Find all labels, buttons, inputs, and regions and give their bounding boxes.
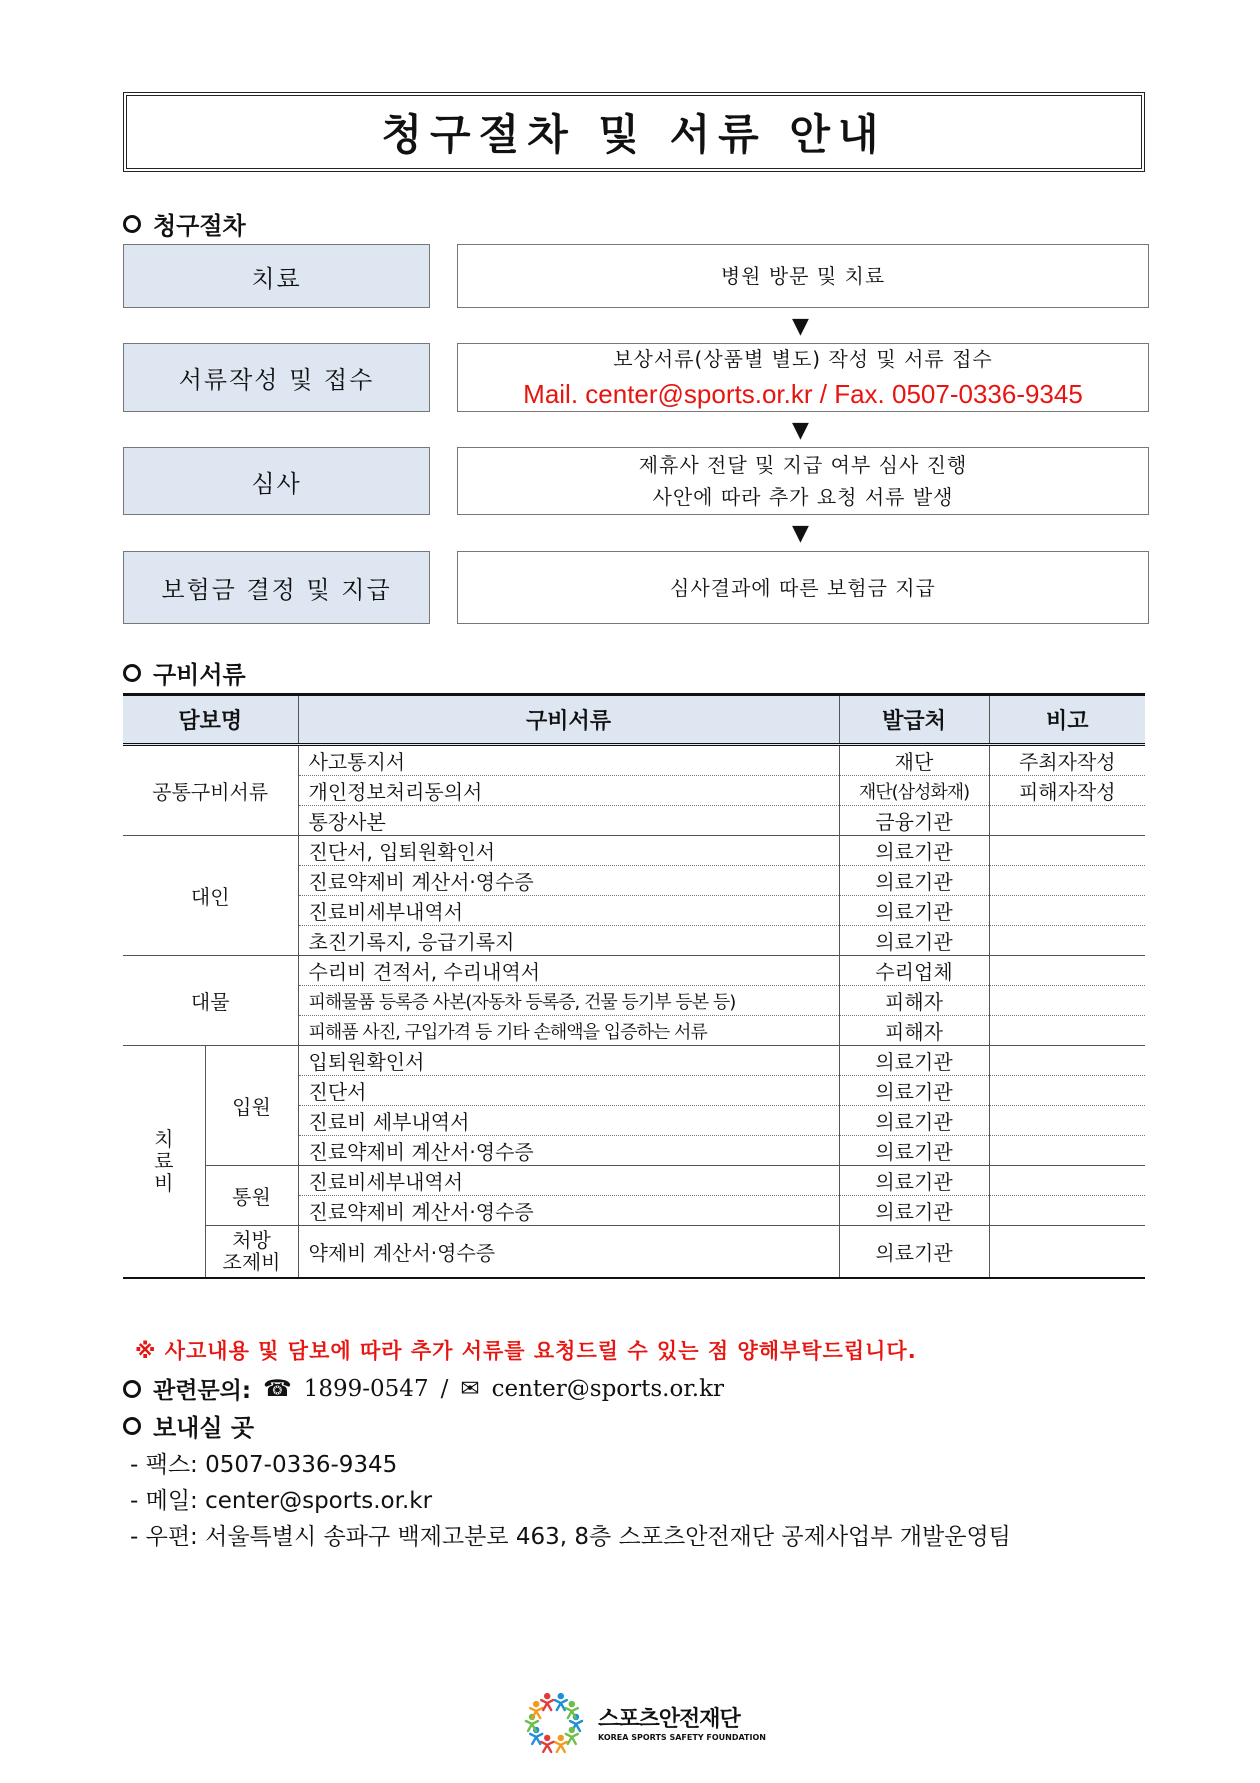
issuer-cell: 재단(삼성화재) — [839, 776, 989, 806]
subgroup-outpatient: 통원 — [205, 1166, 298, 1226]
document-cell: 진료약제비 계산서·영수증 — [298, 1136, 839, 1166]
table-header-row — [123, 695, 1145, 745]
header-coverage: 담보명 — [123, 695, 298, 745]
down-arrow-icon: ▼ — [792, 314, 809, 339]
foundation-logo — [518, 1686, 766, 1758]
issuer-cell: 재단 — [839, 745, 989, 776]
logo-name: 스포츠안전재단 — [598, 1707, 740, 1732]
document-cell: 사고통지서 — [298, 745, 839, 776]
group-property: 대물 — [123, 956, 298, 1046]
document-cell: 진료비세부내역서 — [298, 896, 839, 926]
phone-icon: ☎ — [263, 1375, 292, 1402]
issuer-cell: 의료기관 — [839, 866, 989, 896]
remark-cell: 주최자작성 — [989, 745, 1145, 776]
issuer-cell: 피해자 — [839, 1016, 989, 1046]
table-row — [123, 1166, 1145, 1196]
contact-email: center@sports.or.kr — [491, 1375, 725, 1402]
document-cell: 진료비 세부내역서 — [298, 1106, 839, 1136]
issuer-cell: 의료기관 — [839, 836, 989, 866]
group-common: 공통구비서류 — [123, 745, 298, 836]
step-desc-submission: 보상서류(상품별 별도) 작성 및 서류 접수 Mail. center@sports.or.kr / Fax. 0507-0336-9345 — [457, 343, 1149, 412]
group-medical: 치 료 비 — [123, 1046, 205, 1278]
additional-documents-notice: ※ 사고내용 및 담보에 따라 추가 서류를 요청드릴 수 있는 점 양해부탁드립니다. — [135, 1339, 917, 1363]
issuer-cell: 의료기관 — [839, 926, 989, 956]
step-label-treatment: 치료 — [123, 244, 430, 308]
issuer-cell: 의료기관 — [839, 896, 989, 926]
logo-subtitle: KOREA SPORTS SAFETY FOUNDATION — [598, 1733, 766, 1742]
issuer-cell: 의료기관 — [839, 1076, 989, 1106]
bullet-circle-icon — [123, 664, 141, 682]
remark-cell — [989, 1226, 1145, 1278]
emblem-figure-head — [569, 1701, 575, 1707]
emblem-figure-body — [555, 1742, 567, 1752]
contact-line — [123, 1372, 724, 1405]
document-cell: 약제비 계산서·영수증 — [298, 1226, 839, 1278]
subgroup-inpatient: 입원 — [205, 1046, 298, 1166]
procedure-heading: 청구절차 — [123, 206, 246, 241]
issuer-cell: 금융기관 — [839, 806, 989, 836]
document-cell: 피해품 사진, 구입가격 등 기타 손해액을 입증하는 서류 — [298, 1016, 839, 1046]
bullet-circle-icon — [123, 1380, 141, 1398]
table-row — [123, 1046, 1145, 1076]
remark-cell — [989, 1046, 1145, 1076]
down-arrow-icon: ▼ — [792, 418, 809, 443]
step-desc-review: 제휴사 전달 및 지급 여부 심사 진행 사안에 따라 추가 요청 서류 발생 — [457, 447, 1149, 515]
remark-cell — [989, 866, 1145, 896]
contact-separator: / — [440, 1375, 449, 1402]
send-fax: - 팩스: 0507-0336-9345 — [130, 1452, 398, 1478]
remark-cell — [989, 1106, 1145, 1136]
emblem-figure-head — [544, 1693, 550, 1699]
table-row — [123, 836, 1145, 866]
table-row — [123, 1226, 1145, 1278]
remark-cell — [989, 896, 1145, 926]
issuer-cell: 수리업체 — [839, 956, 989, 986]
remark-cell — [989, 1196, 1145, 1226]
document-cell: 피해물품 등록증 사본(자동차 등록증, 건물 등기부 등본 등) — [298, 986, 839, 1016]
table-row — [123, 956, 1145, 986]
bullet-circle-icon — [123, 1417, 141, 1435]
send-mail: - 메일: center@sports.or.kr — [130, 1488, 433, 1514]
page-title: 청구절차 및 서류 안내 — [381, 110, 887, 159]
document-cell: 통장사본 — [298, 806, 839, 836]
emblem-figure-head — [558, 1735, 564, 1741]
header-issuer: 발급처 — [839, 695, 989, 745]
issuer-cell: 피해자 — [839, 986, 989, 1016]
remark-cell — [989, 806, 1145, 836]
document-cell: 개인정보처리동의서 — [298, 776, 839, 806]
document-cell: 수리비 견적서, 수리내역서 — [298, 956, 839, 986]
remark-cell — [989, 1016, 1145, 1046]
issuer-cell: 의료기관 — [839, 1136, 989, 1166]
step-desc-payment: 심사결과에 따른 보험금 지급 — [457, 551, 1149, 624]
subgroup-prescription: 처방 조제비 — [205, 1226, 298, 1278]
document-cell: 입퇴원확인서 — [298, 1046, 839, 1076]
remark-cell — [989, 986, 1145, 1016]
header-remarks: 비고 — [989, 695, 1145, 745]
document-cell: 진단서, 입퇴원확인서 — [298, 836, 839, 866]
contact-phone: 1899-0547 — [303, 1375, 429, 1402]
step-label-submission: 서류작성 및 접수 — [123, 343, 430, 412]
issuer-cell: 의료기관 — [839, 1106, 989, 1136]
emblem-figure-body — [526, 1721, 538, 1731]
group-bodily: 대인 — [123, 836, 298, 956]
emblem-figure-body — [530, 1708, 542, 1718]
bullet-circle-icon — [123, 215, 141, 233]
step-label-payment: 보험금 결정 및 지급 — [123, 551, 430, 624]
emblem-figure-head — [558, 1693, 564, 1699]
header-documents: 구비서류 — [298, 695, 839, 745]
issuer-cell: 의료기관 — [839, 1166, 989, 1196]
document-cell: 진료비세부내역서 — [298, 1166, 839, 1196]
document-cell: 진료약제비 계산서·영수증 — [298, 1196, 839, 1226]
issuer-cell: 의료기관 — [839, 1046, 989, 1076]
emblem-figure-head — [533, 1701, 539, 1707]
documents-table — [123, 693, 1145, 1279]
foundation-emblem-icon — [518, 1686, 590, 1758]
remark-cell — [989, 836, 1145, 866]
document-cell: 초진기록지, 응급기록지 — [298, 926, 839, 956]
remark-cell — [989, 956, 1145, 986]
submission-contact: Mail. center@sports.or.kr / Fax. 0507-0336-9345 — [523, 378, 1083, 409]
remark-cell — [989, 1166, 1145, 1196]
mail-icon: ✉ — [460, 1375, 480, 1402]
remark-cell — [989, 1076, 1145, 1106]
emblem-figure-head — [569, 1727, 575, 1733]
remark-cell — [989, 1136, 1145, 1166]
contact-label: 관련문의: — [153, 1378, 252, 1404]
emblem-figure-head — [544, 1735, 550, 1741]
send-post: - 우편: 서울특별시 송파구 백제고분로 463, 8층 스포츠안전재단 공제사업부 개발운영팀 — [130, 1524, 1011, 1550]
emblem-figure-body — [541, 1742, 553, 1752]
remark-cell: 피해자작성 — [989, 776, 1145, 806]
down-arrow-icon: ▼ — [792, 521, 809, 546]
emblem-figure-body — [566, 1708, 578, 1718]
step-label-review: 심사 — [123, 447, 430, 515]
documents-heading: 구비서류 — [123, 655, 246, 690]
page-title-box — [123, 92, 1145, 172]
remark-cell — [989, 926, 1145, 956]
step-desc-treatment: 병원 방문 및 치료 — [457, 244, 1149, 308]
issuer-cell: 의료기관 — [839, 1196, 989, 1226]
send-to-heading: 보내실 곳 — [123, 1408, 254, 1443]
issuer-cell: 의료기관 — [839, 1226, 989, 1278]
emblem-figure-body — [541, 1700, 553, 1710]
document-cell: 진단서 — [298, 1076, 839, 1106]
document-cell: 진료약제비 계산서·영수증 — [298, 866, 839, 896]
table-row — [123, 745, 1145, 776]
emblem-figure-body — [530, 1734, 542, 1744]
